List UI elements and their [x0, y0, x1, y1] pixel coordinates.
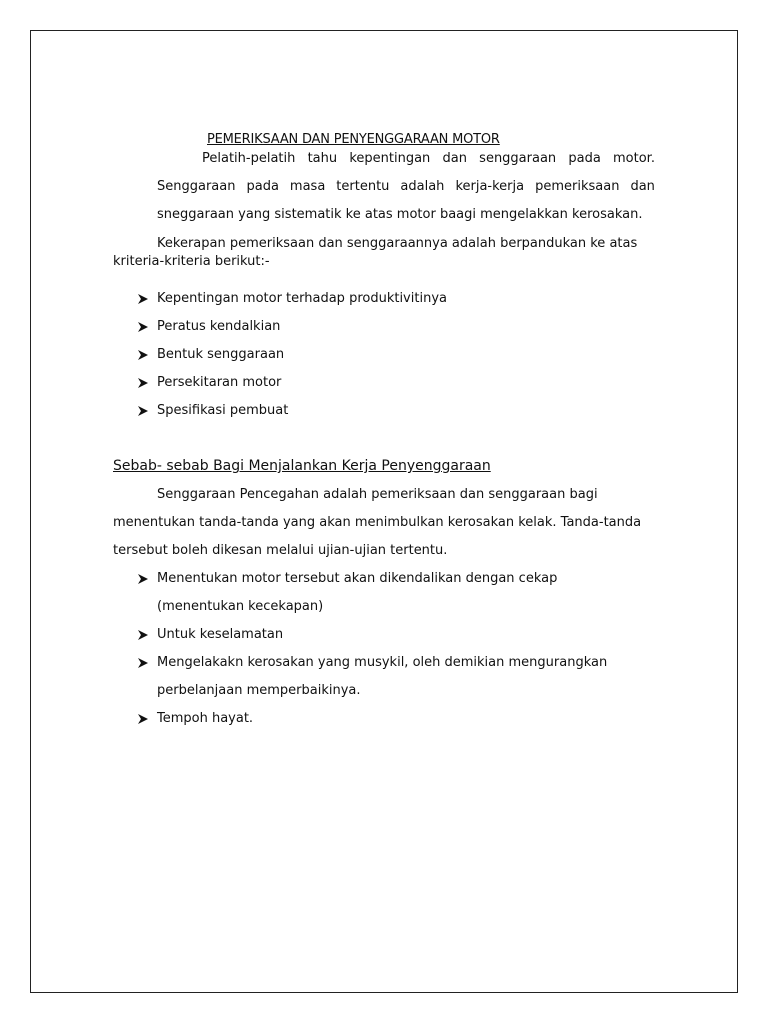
arrowhead-bullet-icon — [137, 629, 151, 643]
para3-line3: tersebut boleh dikesan melalui ujian-ujian tertentu. — [113, 543, 448, 558]
word: dan — [630, 179, 655, 194]
arrowhead-bullet-icon — [137, 405, 151, 419]
word: pada — [246, 179, 279, 194]
criteria-item: Persekitaran motor — [157, 375, 282, 390]
para2-line2: kriteria-kriteria berikut:- — [113, 254, 270, 269]
document-title: PEMERIKSAAN DAN PENYENGGARAAN MOTOR — [207, 132, 500, 147]
para2-line1: Kekerapan pemeriksaan dan senggaraannya adalah berpandukan ke atas — [157, 236, 638, 251]
arrowhead-bullet-icon — [137, 713, 151, 727]
criteria-item: Kepentingan motor terhadap produktivitinya — [157, 291, 447, 306]
criteria-item: Peratus kendalkian — [157, 319, 281, 334]
word: motor. — [613, 151, 655, 166]
criteria-item: Bentuk senggaraan — [157, 347, 285, 362]
word: kepentingan — [349, 151, 431, 166]
arrowhead-bullet-icon — [137, 377, 151, 391]
reason-item-line1: Untuk keselamatan — [157, 627, 284, 642]
word: Pelatih-pelatih — [202, 151, 296, 166]
para3-line2: menentukan tanda-tanda yang akan menimbulkan kerosakan kelak. Tanda-tanda — [113, 515, 642, 530]
word: masa — [289, 179, 326, 194]
criteria-item: Spesifikasi pembuat — [157, 403, 289, 418]
arrowhead-bullet-icon — [137, 293, 151, 307]
section-heading: Sebab- sebab Bagi Menjalankan Kerja Penyenggaraan — [113, 458, 491, 474]
arrowhead-bullet-icon — [137, 657, 151, 671]
word: tahu — [307, 151, 338, 166]
word: Senggaraan — [157, 179, 236, 194]
word: kerja-kerja — [455, 179, 525, 194]
word: dan — [442, 151, 467, 166]
page-border — [30, 30, 738, 993]
reason-item-line1: Menentukan motor tersebut akan dikendalikan dengan cekap — [157, 571, 558, 586]
arrowhead-bullet-icon — [137, 349, 151, 363]
word: pada — [568, 151, 601, 166]
para1-line3: sneggaraan yang sistematik ke atas motor baagi mengelakkan kerosakan. — [157, 207, 643, 222]
word: senggaraan — [479, 151, 557, 166]
reason-item-line2: perbelanjaan memperbaikinya. — [157, 683, 361, 698]
para1-line1 — [202, 151, 655, 166]
para3-line1: Senggaraan Pencegahan adalah pemeriksaan dan senggaraan bagi — [157, 487, 598, 502]
word: adalah — [400, 179, 445, 194]
reason-item-line2: (menentukan kecekapan) — [157, 599, 324, 614]
arrowhead-bullet-icon — [137, 321, 151, 335]
reason-item-line1: Mengelakakn kerosakan yang musykil, oleh demikian mengurangkan — [157, 655, 608, 670]
word: tertentu — [336, 179, 390, 194]
para1-line2 — [157, 179, 655, 194]
word: pemeriksaan — [535, 179, 620, 194]
reason-item-line1: Tempoh hayat. — [157, 711, 254, 726]
arrowhead-bullet-icon — [137, 573, 151, 587]
